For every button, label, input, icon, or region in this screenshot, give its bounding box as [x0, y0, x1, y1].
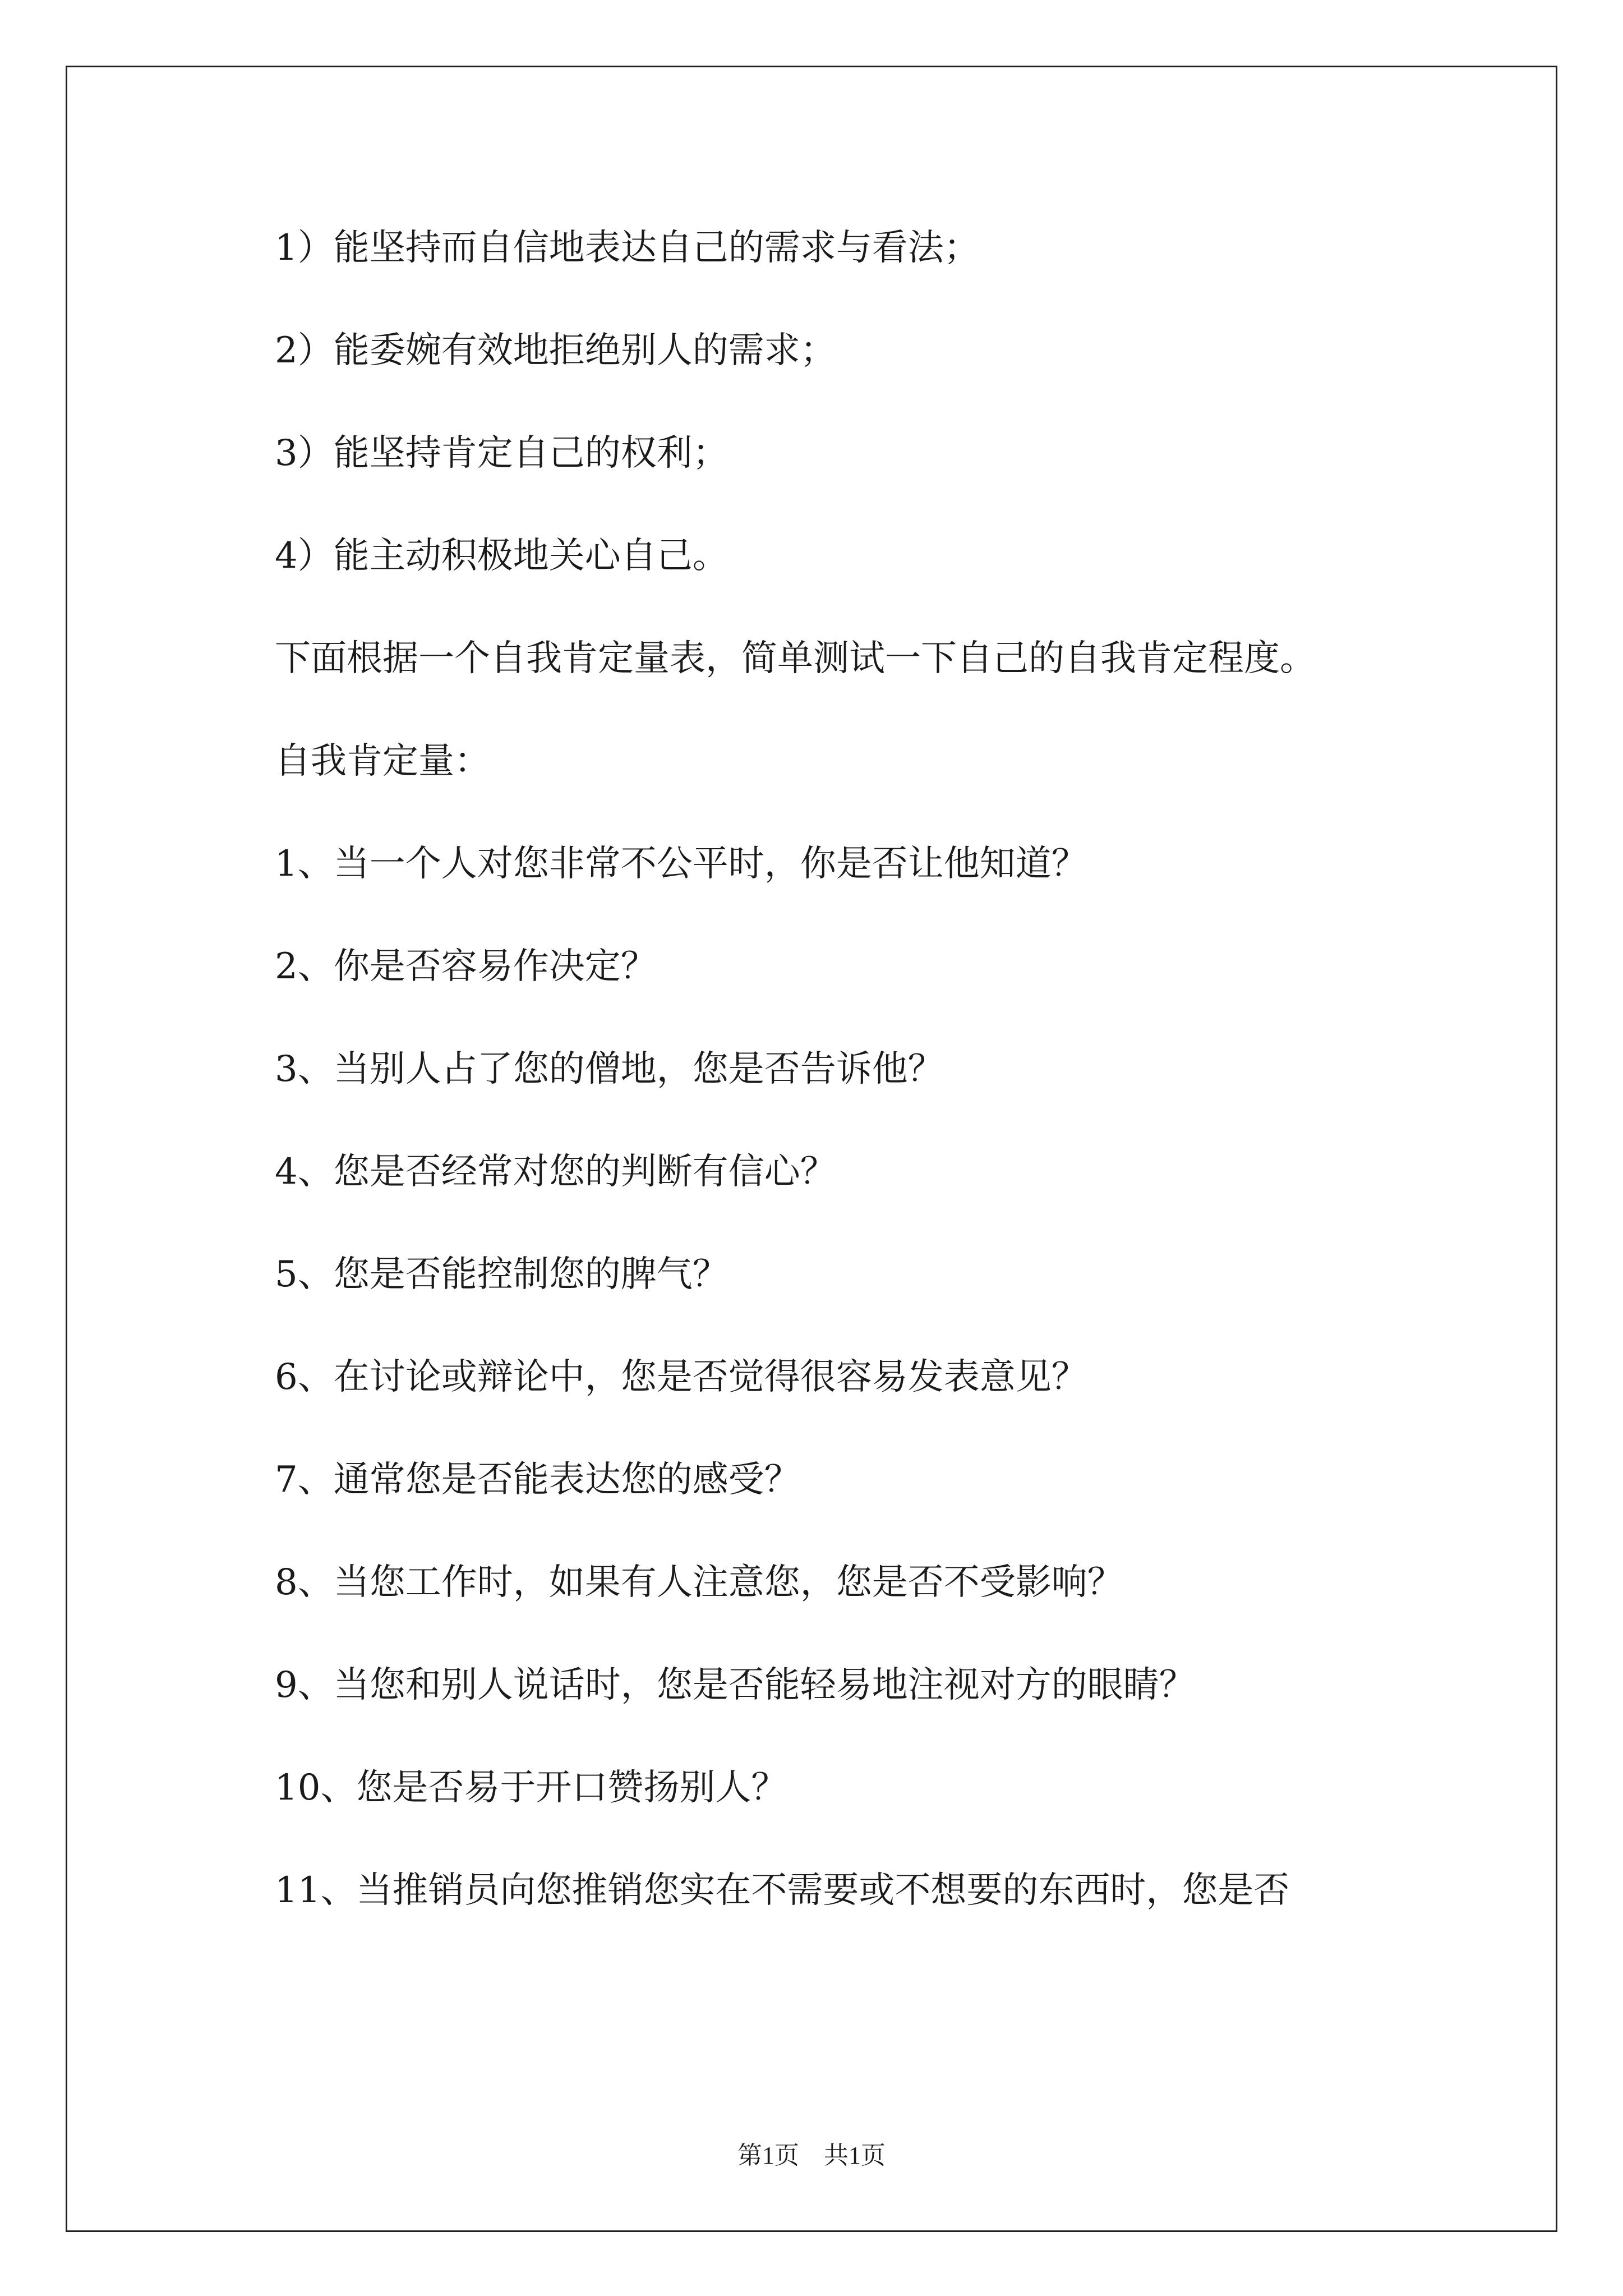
- text-line: 下面根据一个自我肯定量表，简单测试一下自己的自我肯定程度。: [275, 638, 1316, 679]
- text-line: 自我肯定量：: [275, 740, 490, 782]
- text-line: 9、当您和别人说话时，您是否能轻易地注视对方的眼睛？: [275, 1664, 1195, 1706]
- text-line: 6、在讨论或辩论中，您是否觉得很容易发表意见？: [275, 1356, 1087, 1398]
- text-line: 2、你是否容易作决定？: [275, 946, 657, 987]
- text-line: 11、当推销员向您推销您实在不需要或不想要的东西时，您是否: [275, 1870, 1290, 1911]
- text-line: 5、您是否能控制您的脾气？: [275, 1254, 728, 1295]
- text-line: 1、当一个人对您非常不公平时，你是否让他知道？: [275, 843, 1087, 885]
- text-line: 1）能坚持而自信地表达自己的需求与看法；: [275, 227, 980, 269]
- text-line: 2）能委婉有效地拒绝别人的需求；: [275, 330, 836, 371]
- text-line: 4）能主动积极地关心自己。: [275, 535, 728, 577]
- text-line: 8、当您工作时，如果有人注意您，您是否不受影响？: [275, 1562, 1123, 1603]
- text-line: 3）能坚持肯定自己的权利；: [275, 432, 728, 474]
- page-footer: 第1页 共1页: [737, 2142, 886, 2169]
- text-line: 10、您是否易于开口赞扬别人？: [275, 1767, 787, 1809]
- text-line: 7、通常您是否能表达您的感受？: [275, 1459, 800, 1501]
- text-line: 3、当别人占了您的僧地，您是否告诉他？: [275, 1048, 944, 1090]
- text-line: 4、您是否经常对您的判断有信心？: [275, 1151, 836, 1193]
